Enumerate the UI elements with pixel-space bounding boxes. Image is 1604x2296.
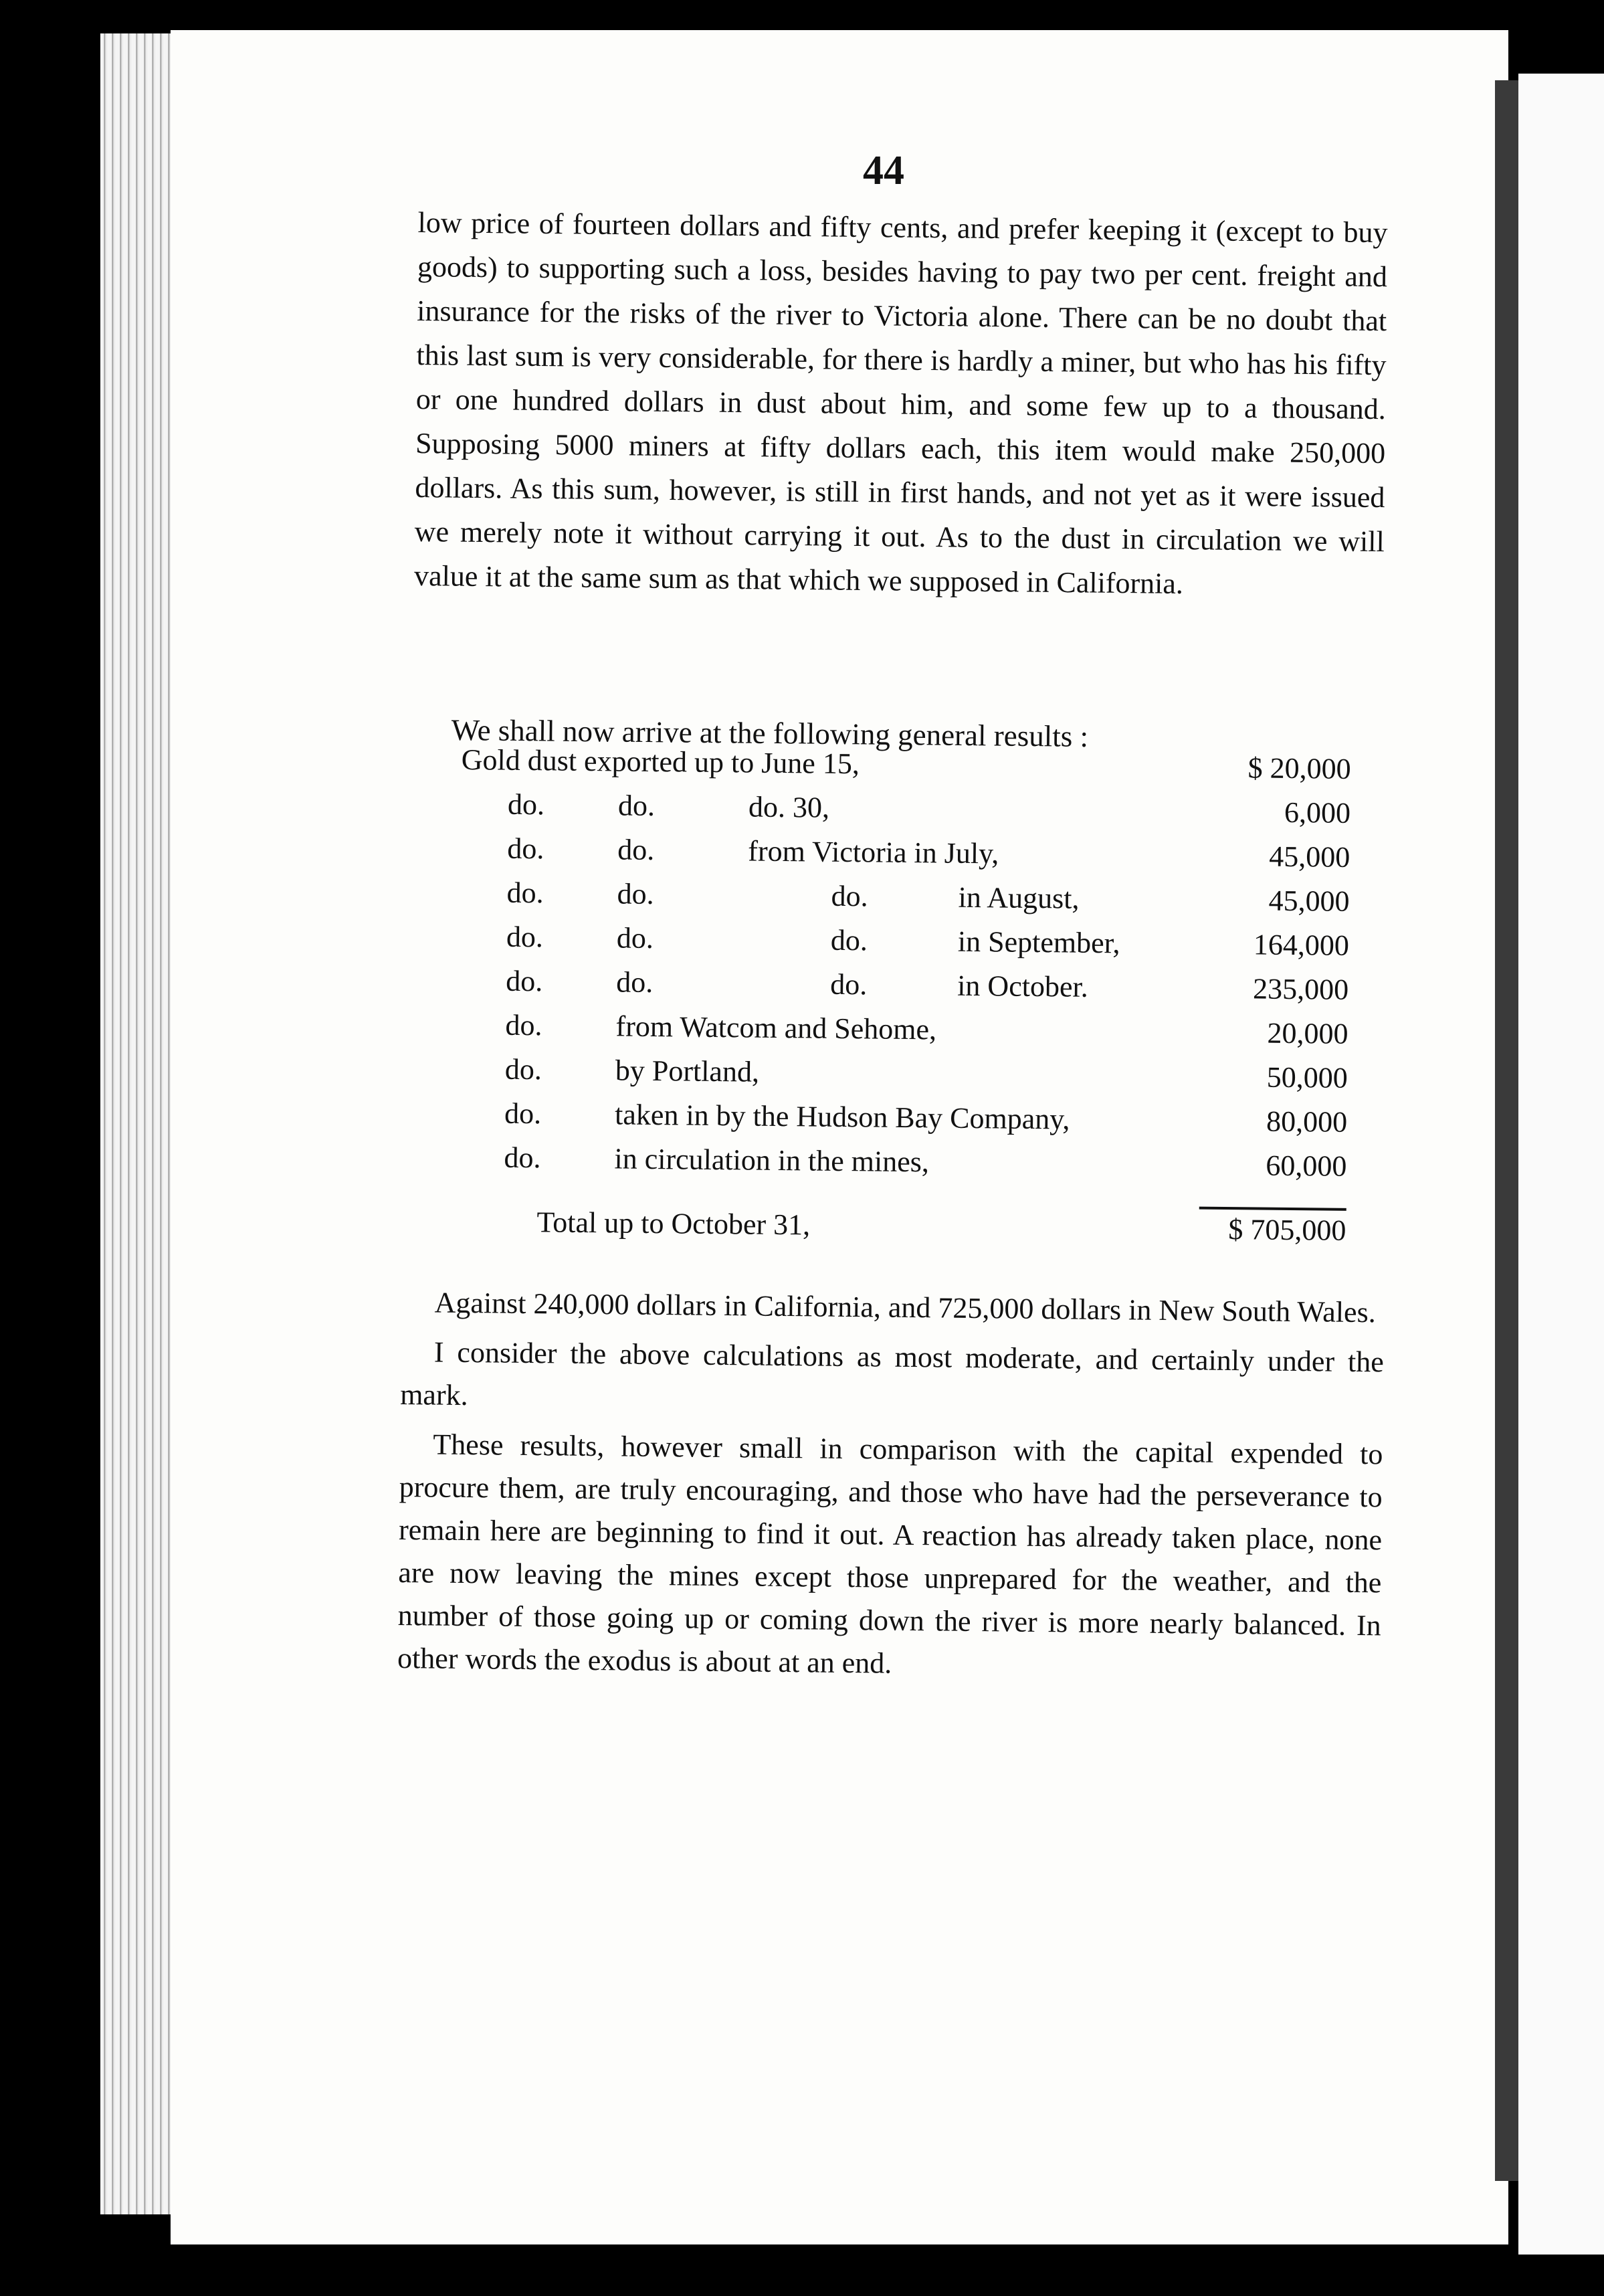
- row-amount: 50,000: [1266, 1060, 1348, 1094]
- row-detail: in circulation in the mines,: [614, 1142, 930, 1179]
- paragraph-2: Against 240,000 dollars in California, and 725,000 dollars in New South Wales.: [434, 1286, 1376, 1329]
- row-amount: 45,000: [1269, 840, 1350, 874]
- row-detail: do. 30,: [748, 790, 830, 824]
- row-detail: from Watcom and Sehome,: [615, 1010, 937, 1046]
- total-row: [456, 1204, 1346, 1260]
- row-amount: 235,000: [1252, 972, 1349, 1006]
- row-amount: 80,000: [1266, 1105, 1348, 1139]
- row-amount: $ 20,000: [1247, 751, 1351, 785]
- row-ditto: do.: [831, 879, 868, 913]
- row-amount: 60,000: [1266, 1149, 1347, 1183]
- row-amount: 6,000: [1284, 795, 1351, 830]
- row-ditto: do.: [504, 1096, 542, 1131]
- page-stack-edge: [100, 33, 174, 2214]
- row-detail: by Portland,: [615, 1054, 760, 1088]
- row-ditto: do.: [506, 964, 543, 998]
- row-detail: in October.: [957, 969, 1088, 1003]
- row-ditto: do.: [507, 832, 544, 866]
- paragraph-1: low price of fourteen dollars and fifty cents, and prefer keeping it (except to buy goods) to supporting such a loss, besides having to pay two per cent. freight and insurance for the risks of the river to Victoria alone. There can be no doubt that this last sum is very considerable, for there is hardly a miner, but who has his fifty or one hundred dollars in dust about him, and some few up to a thousand. Supposing 5000 miners at fifty dollars each, this item would make 250,000 dollars. As this sum, however, is still in first hands, and not yet as it were issued we merely note it without carrying it out. As to the dust in circulation we will value it at the same sum as that which we supposed in California.: [413, 205, 1388, 601]
- row-ditto: do.: [616, 965, 654, 999]
- row-ditto: do.: [506, 876, 544, 910]
- row-detail: in September,: [957, 925, 1120, 960]
- row-detail: in August,: [958, 880, 1080, 915]
- row-ditto: do.: [504, 1052, 542, 1086]
- row-ditto: do.: [617, 789, 656, 823]
- row-description: Gold dust exported up to June 15,: [461, 743, 860, 781]
- closing-paragraphs: [397, 1281, 1385, 1697]
- sum-rule: [1199, 1207, 1346, 1211]
- row-ditto: do.: [830, 923, 868, 957]
- row-ditto: do.: [617, 877, 654, 911]
- row-ditto: do.: [616, 921, 654, 955]
- paragraph-4: These results, however small in comparison with the capital expended to procure them, are truly encouraging, and those who have had the perseverance to remain here are beginning to find it out. A reaction has already taken place, none are now leaving the mines except those unprepared for the weather, and the number of those going up or coming down the river is more nearly balanced. In other words the exodus is about at an end.: [397, 1428, 1383, 1680]
- body-paragraph: [414, 201, 1388, 608]
- results-intro: We shall now arrive at the following general results :: [451, 713, 1089, 753]
- row-detail: taken in by the Hudson Bay Company,: [614, 1098, 1070, 1136]
- row-ditto: do.: [505, 1008, 542, 1042]
- row-ditto: do.: [829, 967, 868, 1001]
- row-amount: 45,000: [1268, 884, 1350, 918]
- results-table: [456, 743, 1351, 1260]
- row-ditto: do.: [507, 787, 545, 822]
- row-ditto: do.: [506, 920, 544, 954]
- row-amount: 164,000: [1253, 928, 1350, 962]
- page-number: 44: [863, 148, 904, 193]
- paragraph-3: I consider the above calculations as most moderate, and certainly under the mark.: [399, 1335, 1385, 1412]
- facing-page-edge: [1518, 74, 1604, 2255]
- row-amount: 20,000: [1267, 1016, 1348, 1050]
- row-detail: from Victoria in July,: [748, 834, 999, 870]
- row-ditto: do.: [617, 833, 655, 867]
- total-label: Total up to October 31,: [536, 1206, 811, 1242]
- row-ditto: do.: [504, 1141, 541, 1175]
- total-amount: $ 705,000: [1228, 1213, 1346, 1247]
